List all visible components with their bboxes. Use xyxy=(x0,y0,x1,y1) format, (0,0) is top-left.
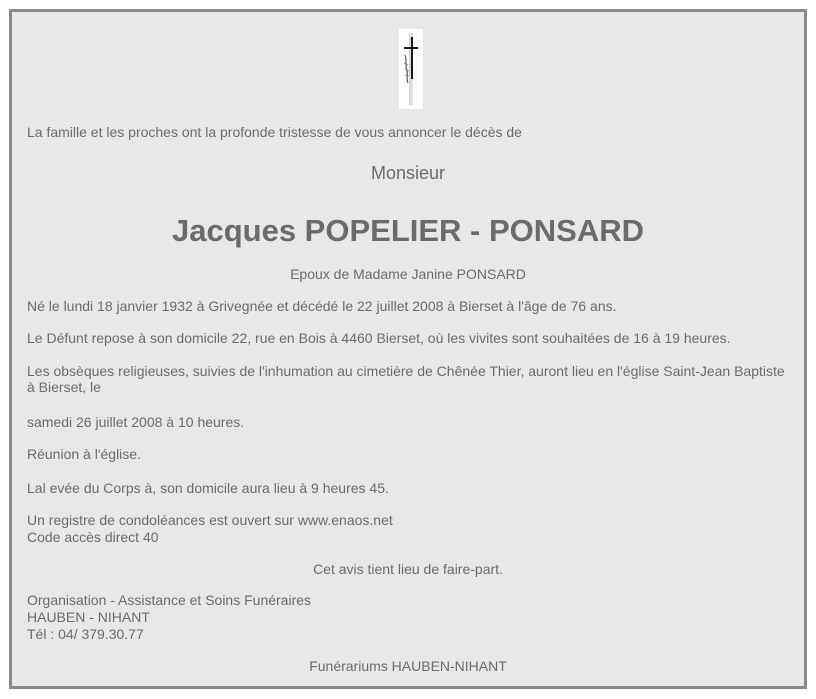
meeting-text: Réunion à l'église. xyxy=(27,446,141,462)
intro-text: La famille et les proches ont la profonde tristesse de vous annoncer le décès de xyxy=(27,124,522,140)
obituary-card xyxy=(9,9,807,689)
deceased-name: Jacques POPELIER - PONSARD xyxy=(171,213,644,248)
funeral-date: samedi 26 juillet 2008 à 10 heures. xyxy=(27,414,245,430)
spouse-text: Epoux de Madame Janine PONSARD xyxy=(290,266,526,282)
organisation-line: Organisation - Assistance et Soins Funéraires xyxy=(27,592,312,608)
notice-text: Cet avis tient lieu de faire-part. xyxy=(313,561,503,577)
access-code-text: Code accès direct 40 xyxy=(27,529,159,545)
cross-image xyxy=(399,29,423,109)
wake-text: Lal evée du Corps à, son domicile aura lieu à 9 heures 45. xyxy=(27,480,389,496)
footer-label: Funérariums HAUBEN-NIHANT xyxy=(309,658,507,674)
honorific: Monsieur xyxy=(370,163,446,183)
birth-death-text: Né le lundi 18 janvier 1932 à Grivegnée et décédé le 22 juillet 2008 à Bierset à l'âge de 76 ans. xyxy=(27,298,617,314)
organisation-name: HAUBEN - NIHANT xyxy=(27,609,150,625)
resting-place-text: Le Défunt repose à son domicile 22, rue en Bois à 4460 Bierset, où les vivites sont souhaitées de 16 à 19 heures. xyxy=(27,330,731,346)
cross-icon xyxy=(399,29,423,109)
condolence-registry-text: Un registre de condoléances est ouvert sur www.enaos.net xyxy=(27,512,393,528)
organisation-phone: Tél : 04/ 379.30.77 xyxy=(27,626,144,642)
funeral-text: Les obsèques religieuses, suivies de l'inhumation au cimetière de Chênée Thier, auront lieu en l'église Saint-Jean Baptiste à Bierset, le xyxy=(27,363,785,395)
